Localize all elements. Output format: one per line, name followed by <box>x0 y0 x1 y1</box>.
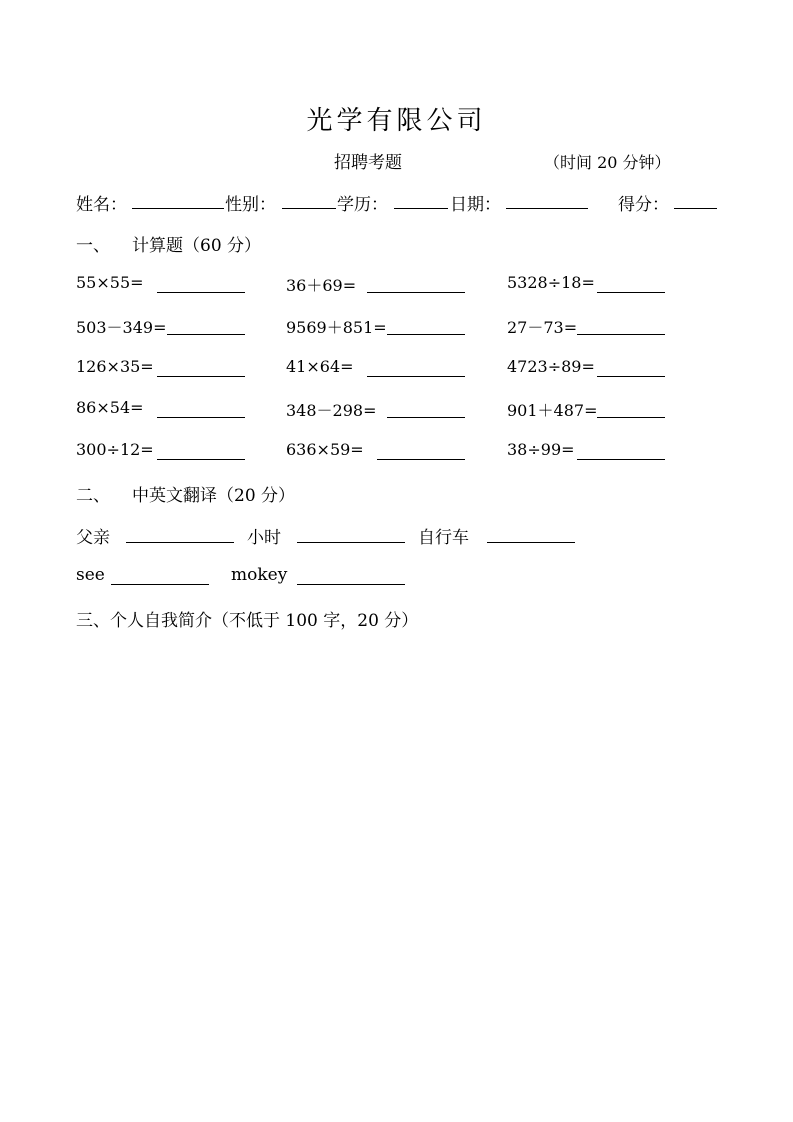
score-blank[interactable] <box>674 190 717 209</box>
gender-label: 性别： <box>225 195 276 215</box>
date-blank[interactable] <box>506 190 588 209</box>
exam-subtitle: 招聘考题 <box>334 153 402 173</box>
answer-blank-12[interactable] <box>597 399 665 418</box>
section2-number: 二、 <box>76 486 110 506</box>
question-11: 348－298= <box>286 401 377 420</box>
answer-blank-10[interactable] <box>157 399 245 418</box>
answer-blank-3[interactable] <box>597 274 665 293</box>
education-label: 学历： <box>337 195 388 215</box>
answer-blank-8[interactable] <box>367 358 465 377</box>
section3-title: 三、个人自我简介（不低于 100 字，20 分） <box>76 611 419 631</box>
answer-blank-11[interactable] <box>387 399 465 418</box>
question-12: 901＋487= <box>507 401 598 420</box>
question-15: 38÷99= <box>507 440 575 459</box>
answer-blank-2[interactable] <box>367 274 465 293</box>
answer-blank-5[interactable] <box>387 316 465 335</box>
word-father: 父亲 <box>76 528 110 548</box>
question-1: 55×55= <box>76 273 144 292</box>
answer-blank-14[interactable] <box>377 441 465 460</box>
question-6: 27－73= <box>507 318 578 337</box>
time-limit-note: （时间 20 分钟） <box>544 153 671 172</box>
word-hour: 小时 <box>247 528 281 548</box>
date-label: 日期： <box>450 195 501 215</box>
question-5: 9569＋851= <box>286 318 387 337</box>
translation-blank-mokey[interactable] <box>297 566 405 585</box>
word-mokey: mokey <box>231 565 288 585</box>
education-blank[interactable] <box>394 190 448 209</box>
company-title: 光学有限公司 <box>306 106 487 136</box>
translation-blank-bicycle[interactable] <box>487 524 575 543</box>
name-label: 姓名： <box>76 195 127 215</box>
question-10: 86×54= <box>76 398 144 417</box>
answer-blank-13[interactable] <box>157 441 245 460</box>
question-3: 5328÷18= <box>507 273 595 292</box>
question-8: 41×64= <box>286 357 354 376</box>
question-9: 4723÷89= <box>507 357 595 376</box>
question-14: 636×59= <box>286 440 364 459</box>
section1-number: 一、 <box>76 236 110 256</box>
answer-blank-9[interactable] <box>597 358 665 377</box>
name-blank[interactable] <box>132 190 224 209</box>
translation-blank-hour[interactable] <box>297 524 405 543</box>
answer-blank-1[interactable] <box>157 274 245 293</box>
translation-blank-see[interactable] <box>111 566 209 585</box>
word-see: see <box>76 565 105 585</box>
gender-blank[interactable] <box>282 190 336 209</box>
answer-blank-6[interactable] <box>577 316 665 335</box>
translation-blank-father[interactable] <box>126 524 234 543</box>
question-13: 300÷12= <box>76 440 154 459</box>
answer-blank-15[interactable] <box>577 441 665 460</box>
question-7: 126×35= <box>76 357 154 376</box>
word-bicycle: 自行车 <box>418 528 469 548</box>
question-4: 503－349= <box>76 318 167 337</box>
answer-blank-4[interactable] <box>167 316 245 335</box>
section1-title: 计算题（60 分） <box>132 236 262 256</box>
section2-title: 中英文翻译（20 分） <box>132 486 296 506</box>
score-label: 得分： <box>618 195 669 215</box>
answer-blank-7[interactable] <box>157 358 245 377</box>
question-2: 36＋69= <box>286 276 357 295</box>
